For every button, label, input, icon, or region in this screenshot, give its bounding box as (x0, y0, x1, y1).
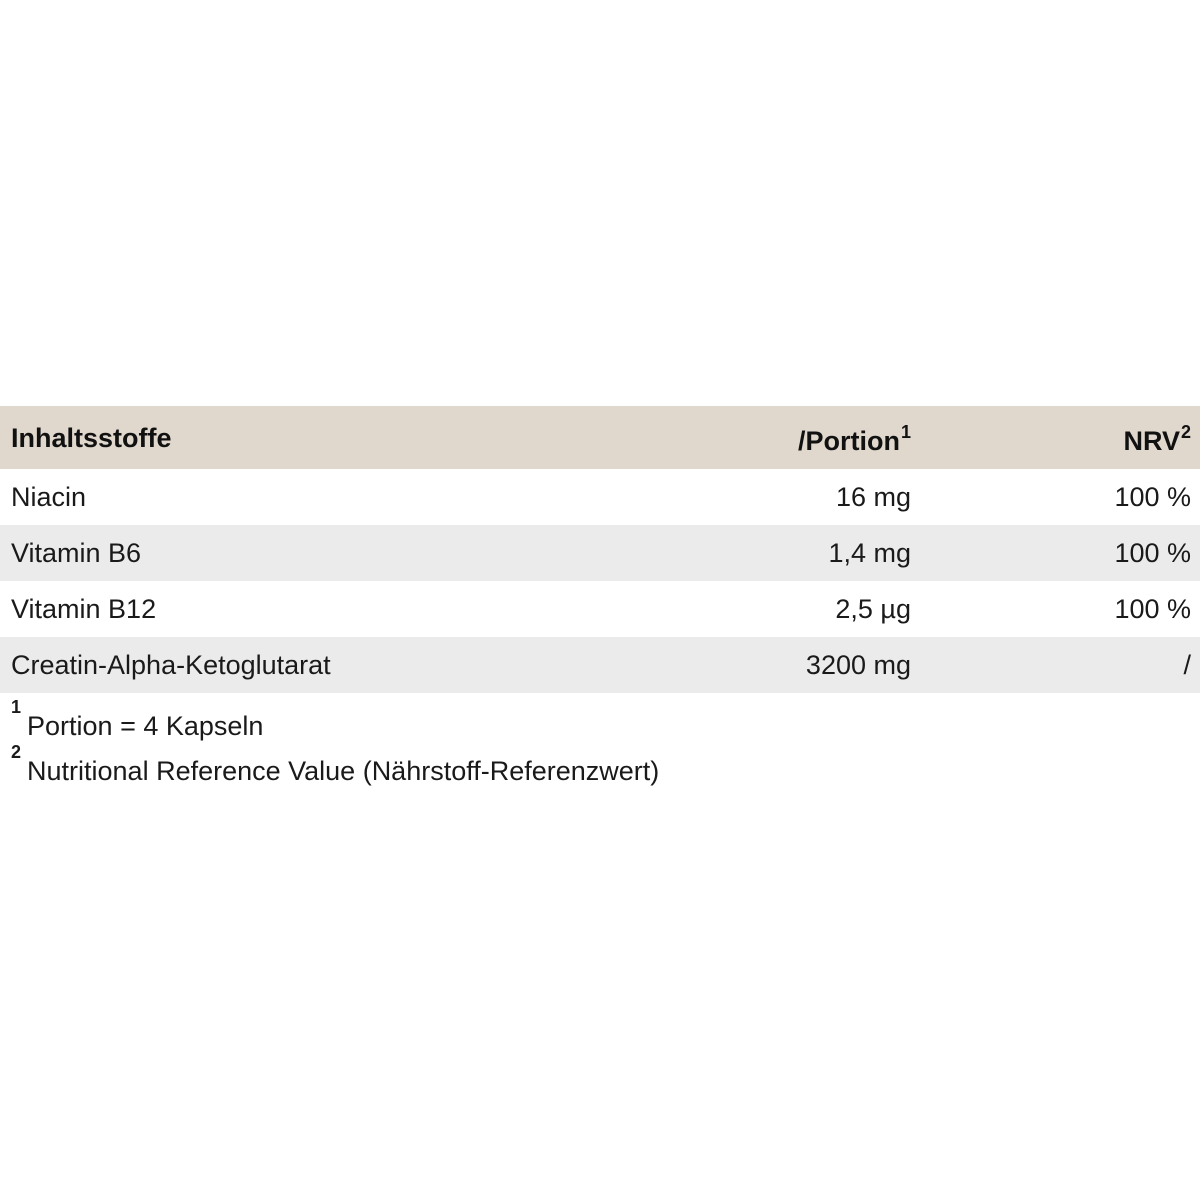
footnote-1-text: Portion = 4 Kapseln (27, 711, 264, 741)
table-row (0, 581, 1200, 637)
table-header-row (0, 406, 1200, 469)
footnote-2 (11, 742, 660, 794)
ingredient-name: Niacin (11, 481, 87, 512)
ingredient-portion: 3200 mg (805, 649, 911, 680)
ingredient-name: Vitamin B6 (11, 537, 142, 568)
ingredient-portion: 1,4 mg (828, 537, 911, 568)
footnote-marker-2: 2 (1180, 422, 1191, 442)
header-nrv (911, 424, 1191, 457)
ingredient-name: Vitamin B12 (11, 593, 157, 624)
footnote-2-text: Nutritional Reference Value (Nährstoff-Referenzwert) (27, 756, 660, 786)
ingredient-portion: 2,5 µg (835, 593, 911, 624)
ingredient-nrv: / (1183, 649, 1191, 680)
footnote-1-marker: 1 (11, 697, 22, 717)
header-ingredients (0, 421, 700, 454)
ingredient-nrv: 100 % (1114, 537, 1191, 568)
footnotes (11, 697, 660, 794)
footnote-marker-1: 1 (900, 422, 911, 442)
ingredient-name: Creatin-Alpha-Ketoglutarat (11, 649, 331, 680)
header-portion (700, 424, 911, 457)
table-row (0, 469, 1200, 525)
header-portion-label: /Portion (797, 426, 900, 456)
table-row (0, 637, 1200, 693)
footnote-2-marker: 2 (11, 742, 22, 762)
ingredient-portion: 16 mg (835, 481, 911, 512)
ingredient-nrv: 100 % (1114, 481, 1191, 512)
nutrition-table (0, 406, 1200, 693)
footnote-1 (11, 697, 659, 749)
header-ingredients-label: Inhaltsstoffe (11, 423, 172, 453)
table-row (0, 525, 1200, 581)
ingredient-nrv: 100 % (1114, 593, 1191, 624)
header-nrv-label: NRV (1123, 426, 1180, 456)
